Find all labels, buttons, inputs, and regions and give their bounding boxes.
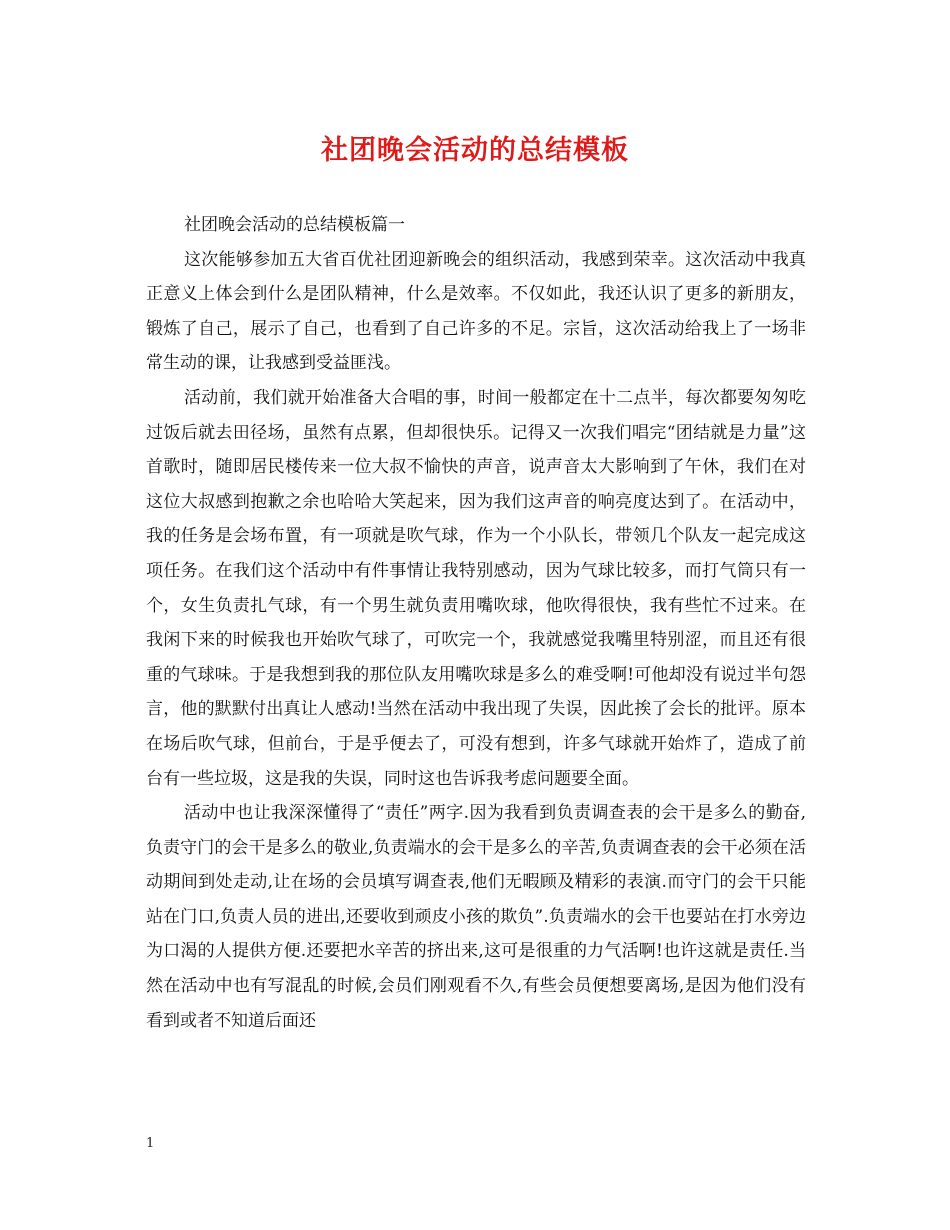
paragraph: 活动前，我们就开始准备大合唱的事，时间一般都定在十二点半，每次都要匆匆吃过饭后就去田径场，虽然有点累，但却很快乐。记得又一次我们唱完“团结就是力量”这首歌时，随即居民楼传来一位大叔不愉快的声音，说声音太大影响到了午休，我们在对这位大叔感到抱歉之余也哈哈大笑起来，因为我们这声音的响亮度达到了。在活动中，我的任务是会场布置，有一项就是吹气球，作为一个小队长，带领几个队友一起完成这项任务。在我们这个活动中有件事情让我特别感动，因为气球比较多，而打气筒只有一个，女生负责扎气球，有一个男生就负责用嘴吹球，他吹得很快，我有些忙不过来。在我闲下来的时候我也开始吹气球了，可吹完一个，我就感觉我嘴里特别涩，而且还有很重的气球味。于是我想到我的那位队友用嘴吹球是多么的难受啊!可他却没有说过半句怨言，他的默默付出真让人感动!当然在活动中我出现了失误，因此挨了会长的批评。原本在场后吹气球，但前台，于是乎便去了，可没有想到，许多气球就开始炸了，造成了前台有一些垃圾，这是我的失误，同时这也告诉我考虑问题要全面。	[146, 387, 806, 789]
paragraph: 这次能够参加五大省百优社团迎新晚会的组织活动，我感到荣幸。这次活动中我真正意义上体会到什么是团队精神，什么是效率。不仅如此，我还认识了更多的新朋友，锻炼了自己，展示了自己，也看到了自己许多的不足。宗旨，这次活动给我上了一场非常生动的课，让我感到受益匪浅。	[146, 249, 806, 374]
document-title: 社团晚会活动的总结模板	[321, 135, 629, 166]
document-body	[146, 208, 806, 1038]
page-number: 1	[146, 1136, 155, 1151]
paragraph: 活动中也让我深深懂得了“责任”两字.因为我看到负责调查表的会干是多么的勤奋,负责守门的会干是多么的敬业,负责端水的会干是多么的辛苦,负责调查表的会干必须在活动期间到处走动,让在场的会员填写调查表,他们无暇顾及精彩的表演.而守门的会干只能站在门口,负责人员的进出,还要收到顽皮小孩的欺负”.负责端水的会干也要站在打水旁边为口渴的人提供方便.还要把水辛苦的挤出来,这可是很重的力气活啊!也许这就是责任.当然在活动中也有写混乱的时候,会员们刚观看不久,有些会员便想要离场,是因为他们没有看到或者不知道后面还	[146, 803, 806, 1031]
section-heading: 社团晚会活动的总结模板篇一	[184, 215, 405, 235]
